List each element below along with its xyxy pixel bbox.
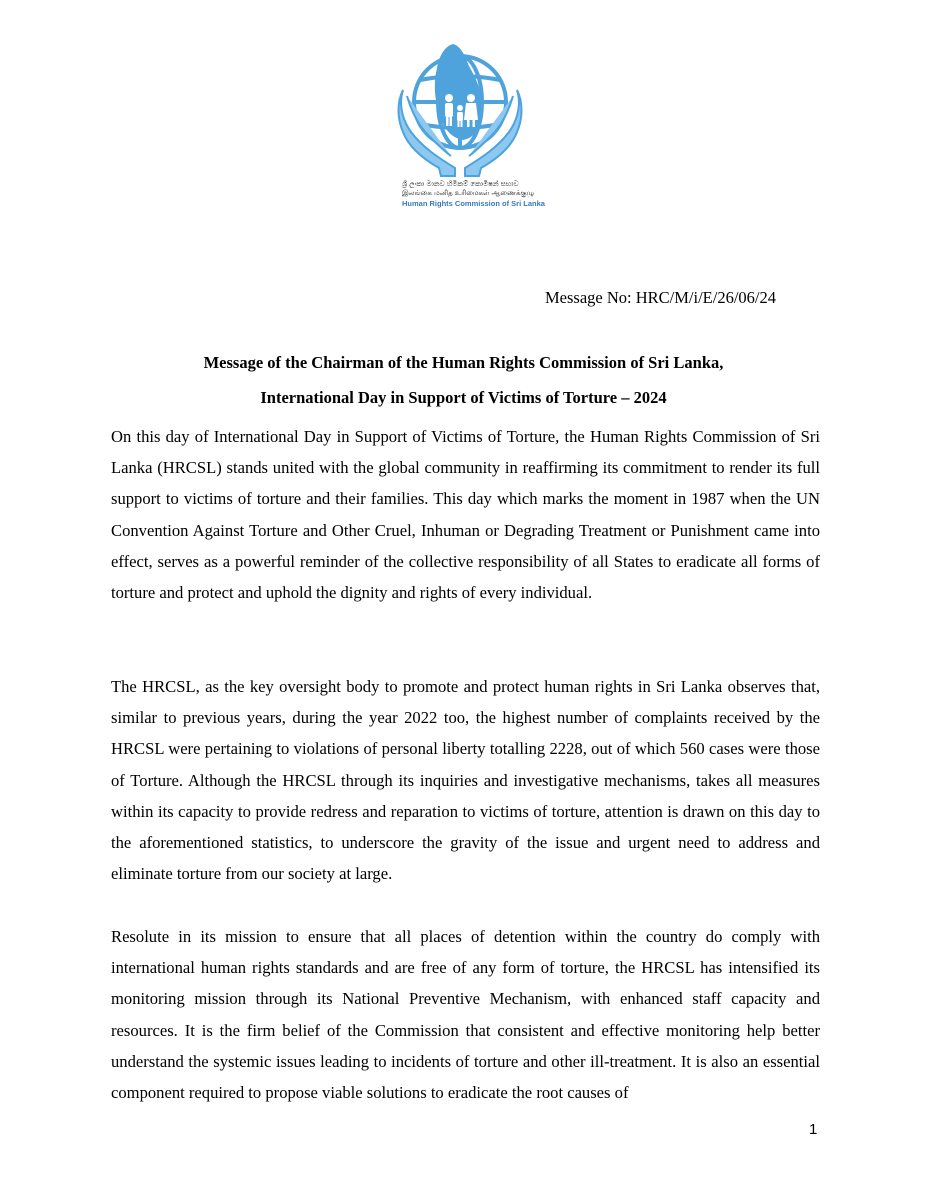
document-title-line-1: Message of the Chairman of the Human Rights Commission of Sri Lanka, <box>203 353 724 372</box>
logo-english-text: Human Rights Commission of Sri Lanka <box>402 199 545 208</box>
logo-sinhala-text: ශ්‍රී ලංකා මානව හිමිකම් කොමිෂන් සභාව <box>402 180 519 188</box>
page-number: 1 <box>809 1121 818 1138</box>
message-number: Message No: HRC/M/i/E/26/06/24 <box>545 288 776 307</box>
logo-tamil-text: இலங்கை மனித உரிமைகள் ஆணைக்குழு <box>402 189 535 197</box>
paragraph-2: The HRCSL, as the key oversight body to promote and protect human rights in Sri Lanka observes that, similar to previous years, during the year 2022 too, the highest number of complaints received by the HRCSL were pertaining to violations of personal liberty totalling 2228, out of which 560 cases were those of Torture. Although the HRCSL through its inquiries and investigative mechanisms, takes all measures within its capacity to provide redress and reparation to victims of torture, attention is drawn on this day to the aforementioned statistics, to underscore the gravity of the issue and urgent need to address and eliminate torture from our society at large. <box>111 677 820 884</box>
document-title-line-2: International Day in Support of Victims of Torture – 2024 <box>260 388 667 407</box>
paragraph-3: Resolute in its mission to ensure that all places of detention within the country do comply with international human rights standards and are free of any form of torture, the HRCSL has intensified its monitoring mission through its National Preventive Mechanism, with enhanced staff capacity and resources. It is the firm belief of the Commission that consistent and effective monitoring help better understand the systemic issues leading to incidents of torture and other ill-treatment. It is also an essential component required to propose viable solutions to eradicate the root causes of <box>111 927 820 1103</box>
hrcsl-logo <box>370 40 550 208</box>
hrcsl-emblem-icon <box>395 40 525 180</box>
paragraph-1: On this day of International Day in Support of Victims of Torture, the Human Rights Commission of Sri Lanka (HRCSL) stands united with the global community in reaffirming its commitment to render its full support to victims of torture and their families. This day which marks the moment in 1987 when the UN Convention Against Torture and Other Cruel, Inhuman or Degrading Treatment or Punishment came into effect, serves as a powerful reminder of the collective responsibility of all States to eradicate all forms of torture and protect and uphold the dignity and rights of every individual. <box>111 427 820 603</box>
